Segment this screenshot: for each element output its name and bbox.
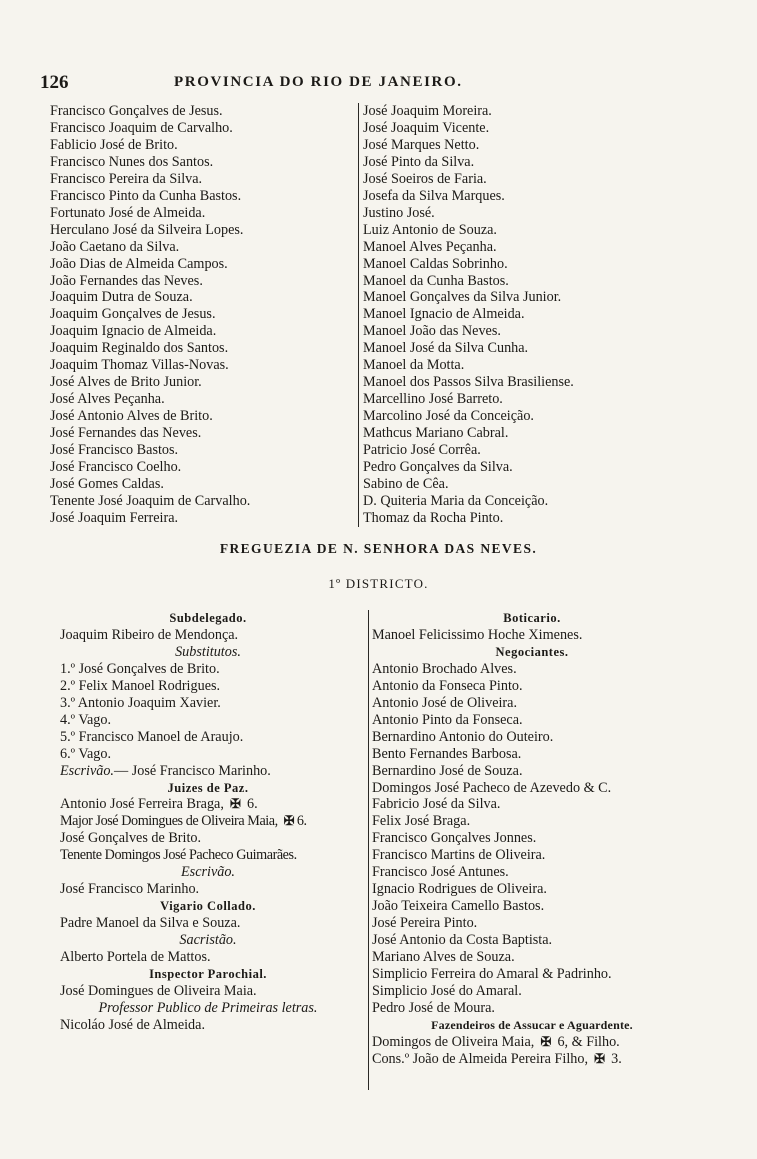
list-item: Manoel da Motta.	[363, 357, 465, 374]
list-item: Thomaz da Rocha Pinto.	[363, 509, 504, 526]
column-divider	[358, 103, 359, 527]
sacristao-heading: Sacristão.	[179, 932, 237, 949]
list-item: Marcolino José da Conceição.	[363, 408, 534, 425]
list-item: José Antonio Alves de Brito.	[50, 408, 213, 425]
list-item: 5.º Francisco Manoel de Araujo.	[60, 728, 244, 745]
list-item: Tenente Domingos José Pacheco Guimarães.	[60, 847, 297, 864]
escrivao-label: Escrivão.	[60, 762, 114, 779]
list-item: Antonio Brochado Alves.	[372, 660, 517, 677]
list-item: Patricio José Corrêa.	[363, 442, 481, 459]
subdelegado-heading: Subdelegado.	[169, 611, 247, 625]
list-item: José Francisco Bastos.	[50, 442, 179, 459]
section-title: FREGUEZIA DE N. SENHORA DAS NEVES.	[219, 541, 538, 556]
list-item: José Alves Peçanha.	[50, 391, 165, 408]
list-item: José Francisco Coelho.	[50, 459, 182, 476]
list-item: Antonio Pinto da Fonseca.	[372, 711, 523, 728]
list-item: 1.º José Gonçalves de Brito.	[60, 660, 220, 677]
list-item: 4.º Vago.	[60, 711, 112, 728]
list-item: José Joaquim Vicente.	[363, 119, 490, 136]
list-item: Antonio José de Oliveira.	[372, 694, 517, 711]
vigario-heading: Vigario Collado.	[160, 899, 256, 914]
list-item: 2.º Felix Manoel Rodrigues.	[60, 677, 221, 694]
list-item: Francisco Pereira da Silva.	[50, 170, 203, 187]
list-item: José Alves de Brito Junior.	[50, 374, 202, 391]
list-item: Fablicio José de Brito.	[50, 136, 178, 153]
inspector-heading: Inspector Parochial.	[149, 967, 267, 982]
list-item: Manoel dos Passos Silva Brasiliense.	[363, 374, 574, 391]
list-item: Bento Fernandes Barbosa.	[372, 745, 522, 762]
fazendeiros-heading: Fazendeiros de Assucar e Aguardente.	[431, 1017, 633, 1032]
list-item: Ignacio Rodrigues de Oliveira.	[372, 881, 547, 898]
list-item: Justino José.	[363, 204, 435, 221]
list-item: Felix José Braga.	[372, 813, 471, 830]
list-item: Francisco Gonçalves Jonnes.	[372, 830, 537, 847]
bottom-right-column	[372, 610, 692, 1068]
escrivao-line	[60, 763, 356, 780]
bottom-left-column	[60, 610, 356, 1034]
list-item: José Marques Netto.	[363, 136, 480, 153]
district-label: 1º DISTRICTO.	[328, 576, 429, 591]
inspector-name: José Domingues de Oliveira Maia.	[60, 982, 257, 999]
list-item: Joaquim Gonçalves de Jesus.	[50, 306, 216, 323]
list-item: José Joaquim Ferreira.	[50, 509, 179, 526]
escrivao-heading: Escrivão.	[181, 864, 235, 881]
professor-name: Nicoláo José de Almeida.	[60, 1016, 205, 1033]
escrivao-name: José Francisco Marinho.	[60, 881, 200, 898]
list-item: Joaquim Reginaldo dos Santos.	[50, 340, 229, 357]
list-item: José Pereira Pinto.	[372, 915, 478, 932]
list-item: Pedro Gonçalves da Silva.	[363, 459, 513, 476]
cross-of-order-icon: ✠	[230, 796, 241, 812]
list-item: Joaquim Dutra de Souza.	[50, 289, 193, 306]
list-item: Domingos de Oliveira Maia, ✠ 6, & Filho.	[372, 1033, 620, 1050]
list-item: João Fernandes das Neves.	[50, 272, 203, 289]
list-item: Cons.º João de Almeida Pereira Filho, ✠ 3.	[372, 1050, 622, 1067]
list-item: Manoel Alves Peçanha.	[363, 238, 497, 255]
list-item: Bernardino José de Souza.	[372, 762, 523, 779]
list-item: José Fernandes das Neves.	[50, 425, 202, 442]
juizes-heading: Juizes de Paz.	[167, 780, 249, 795]
list-item: Domingos José Pacheco de Azevedo & C.	[372, 779, 612, 796]
list-item: Francisco Pinto da Cunha Bastos.	[50, 187, 242, 204]
vigario-name: Padre Manoel da Silva e Souza.	[60, 915, 241, 932]
list-item: José Pinto da Silva.	[363, 153, 475, 170]
list-item: Mariano Alves de Souza.	[372, 949, 515, 966]
list-item: João Dias de Almeida Campos.	[50, 255, 228, 272]
list-item: Manoel Gonçalves da Silva Junior.	[363, 289, 562, 306]
list-item: Manoel Ignacio de Almeida.	[363, 306, 525, 323]
list-item: Simplicio José do Amaral.	[372, 982, 522, 999]
list-item: Herculano José da Silveira Lopes.	[50, 221, 244, 238]
list-item: Tenente José Joaquim de Carvalho.	[50, 492, 251, 509]
top-left-column	[50, 103, 350, 527]
negociantes-heading: Negociantes.	[495, 644, 569, 659]
substitutos-heading: Substitutos.	[175, 643, 241, 660]
list-item: Fabricio José da Silva.	[372, 796, 501, 813]
list-item: Bernardino Antonio do Outeiro.	[372, 728, 554, 745]
page-title: PROVINCIA DO RIO DE JANEIRO.	[174, 74, 463, 90]
sacristao-name: Alberto Portela de Mattos.	[60, 949, 211, 966]
top-right-column	[363, 103, 663, 527]
cross-of-order-icon: ✠	[283, 813, 295, 829]
list-item: Francisco Joaquim de Carvalho.	[50, 119, 233, 136]
list-item: Joaquim Ignacio de Almeida.	[50, 323, 217, 340]
list-item: Josefa da Silva Marques.	[363, 187, 505, 204]
list-item: Pedro José de Moura.	[372, 999, 495, 1016]
list-item: José Gomes Caldas.	[50, 475, 164, 492]
professor-heading: Professor Publico de Primeiras letras.	[98, 999, 318, 1016]
list-item: Francisco Gonçalves de Jesus.	[50, 103, 223, 119]
list-item: Francisco Martins de Oliveira.	[372, 847, 546, 864]
list-item: João Teixeira Camello Bastos.	[372, 898, 545, 915]
list-item: Antonio José Ferreira Braga, ✠ 6.	[60, 796, 258, 813]
page-header	[40, 72, 560, 94]
list-item: Luiz Antonio de Souza.	[363, 221, 497, 238]
list-item: Antonio da Fonseca Pinto.	[372, 677, 523, 694]
boticario-name: Manoel Felicissimo Hoche Ximenes.	[372, 626, 583, 643]
list-item: José Joaquim Moreira.	[363, 103, 492, 119]
list-item: Simplicio Ferreira do Amaral & Padrinho.	[372, 966, 612, 983]
list-item: Sabino de Cêa.	[363, 475, 449, 492]
list-item: Joaquim Thomaz Villas-Novas.	[50, 357, 229, 374]
list-item: 3.º Antonio Joaquim Xavier.	[60, 694, 221, 711]
list-item: Manoel da Cunha Bastos.	[363, 272, 509, 289]
cross-of-order-icon: ✠	[594, 1050, 605, 1066]
list-item: 6.º Vago.	[60, 745, 112, 762]
list-item: Manoel José da Silva Cunha.	[363, 340, 529, 357]
list-item: Mathcus Mariano Cabral.	[363, 425, 509, 442]
list-item: José Soeiros de Faria.	[363, 170, 487, 187]
list-item: Fortunato José de Almeida.	[50, 204, 206, 221]
page-number: 126	[40, 72, 69, 93]
cross-of-order-icon: ✠	[540, 1033, 552, 1049]
column-divider	[368, 610, 369, 1090]
subdelegado-name: Joaquim Ribeiro de Mendonça.	[60, 626, 239, 643]
boticario-heading: Boticario.	[503, 611, 561, 625]
list-item: Manoel João das Neves.	[363, 323, 501, 340]
list-item: Francisco Nunes dos Santos.	[50, 153, 214, 170]
list-item: José Gonçalves de Brito.	[60, 830, 202, 847]
escrivao-name: — José Francisco Marinho.	[113, 762, 271, 779]
list-item: José Antonio da Costa Baptista.	[372, 932, 553, 949]
list-item: Francisco José Antunes.	[372, 864, 509, 881]
list-item: Marcellino José Barreto.	[363, 391, 503, 408]
list-item: D. Quiteria Maria da Conceição.	[363, 492, 549, 509]
list-item: Manoel Caldas Sobrinho.	[363, 255, 508, 272]
list-item: João Caetano da Silva.	[50, 238, 180, 255]
list-item: Major José Domingues de Oliveira Maia, ✠ 6.	[60, 813, 307, 830]
